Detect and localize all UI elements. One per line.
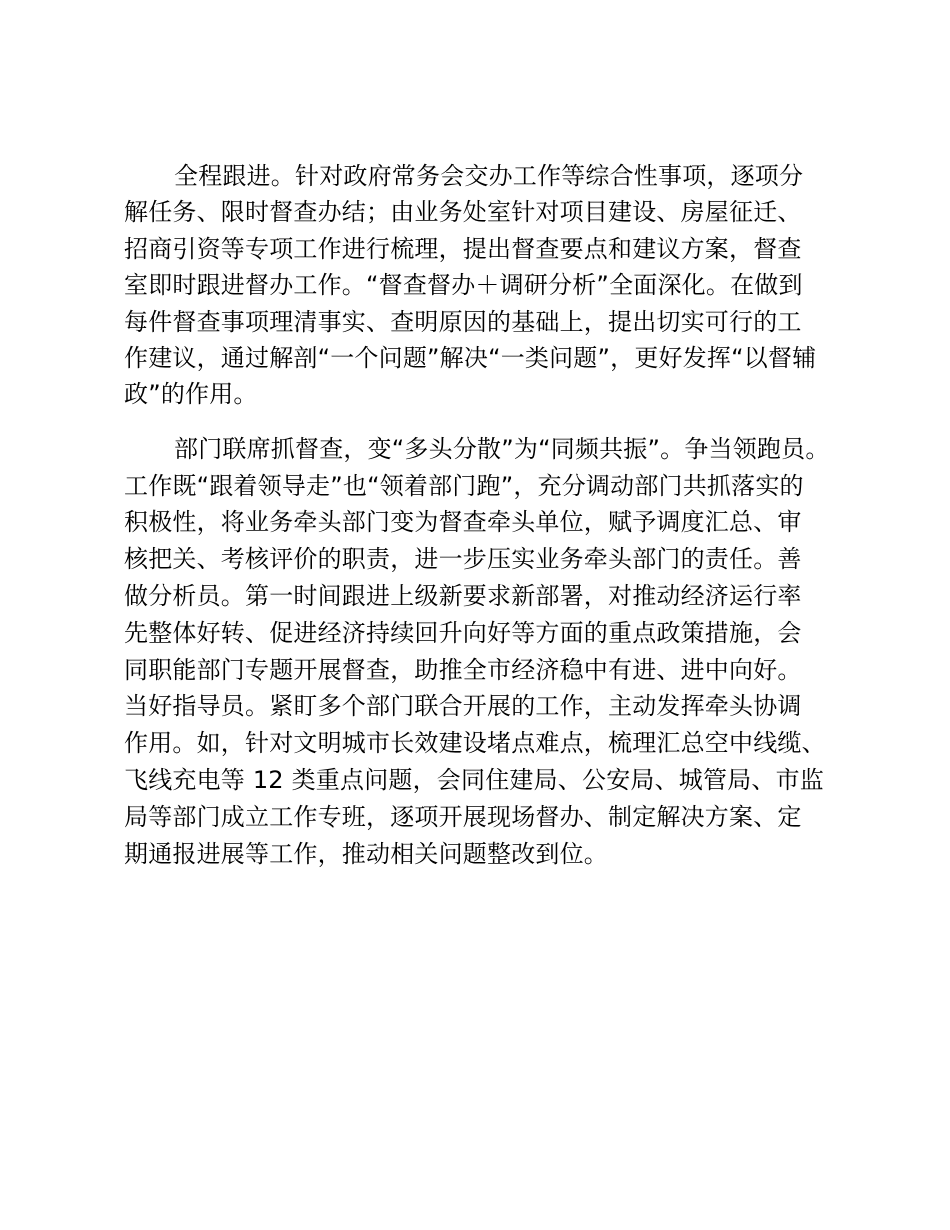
text-line: 解任务、限时督查办结；由业务处室针对项目建设、房屋征迁、 xyxy=(124,198,802,227)
text-line: 做分析员。第一时间跟进上级新要求新部署，对推动经济运行率 xyxy=(124,582,802,611)
text-line: 核把关、考核评价的职责，进一步压实业务牵头部门的责任。善 xyxy=(124,545,802,574)
text-line: 作建议，通过解剖“一个问题”解决“一类问题”，更好发挥“以督辅 xyxy=(124,344,817,373)
text-line: 期通报进展等工作，推动相关问题整改到位。 xyxy=(124,839,608,868)
paragraph-follow-up xyxy=(124,158,850,413)
text-line: 室即时跟进督办工作。“督查督办＋调研分析”全面深化。在做到 xyxy=(124,271,803,300)
text-line: 作用。如，针对文明城市长效建设堵点难点，梳理汇总空中线缆、 xyxy=(124,729,826,758)
text-line: 积极性，将业务牵头部门变为督查牵头单位，赋予调度汇总、审 xyxy=(124,508,802,537)
text-line: 政”的作用。 xyxy=(124,380,258,409)
text-line: 每件督查事项理清事实、查明原因的基础上，提出切实可行的工 xyxy=(124,307,802,336)
text-line: 当好指导员。紧盯多个部门联合开展的工作，主动发挥牵头协调 xyxy=(124,692,802,721)
text-line: 局等部门成立工作专班，逐项开展现场督办、制定解决方案、定 xyxy=(124,802,802,831)
text-line: 飞线充电等 12 类重点问题，会同住建局、公安局、城管局、市监 xyxy=(124,766,824,795)
text-line: 同职能部门专题开展督查，助推全市经济稳中有进、进中向好。 xyxy=(124,655,802,684)
paragraph-joint-supervision xyxy=(124,431,850,873)
text-line: 先整体好转、促进经济持续回升向好等方面的重点政策措施，会 xyxy=(124,618,802,647)
text-line: 部门联席抓督查，变“多头分散”为“同频共振”。争当领跑员。 xyxy=(174,434,830,463)
text-line: 招商引资等专项工作进行梳理，提出督查要点和建议方案，督查 xyxy=(124,234,802,263)
document-body xyxy=(124,158,850,890)
text-line: 工作既“跟着领导走”也“领着部门跑”，充分调动部门共抓落实的 xyxy=(124,471,804,500)
text-line: 全程跟进。针对政府常务会交办工作等综合性事项，逐项分 xyxy=(174,162,804,190)
